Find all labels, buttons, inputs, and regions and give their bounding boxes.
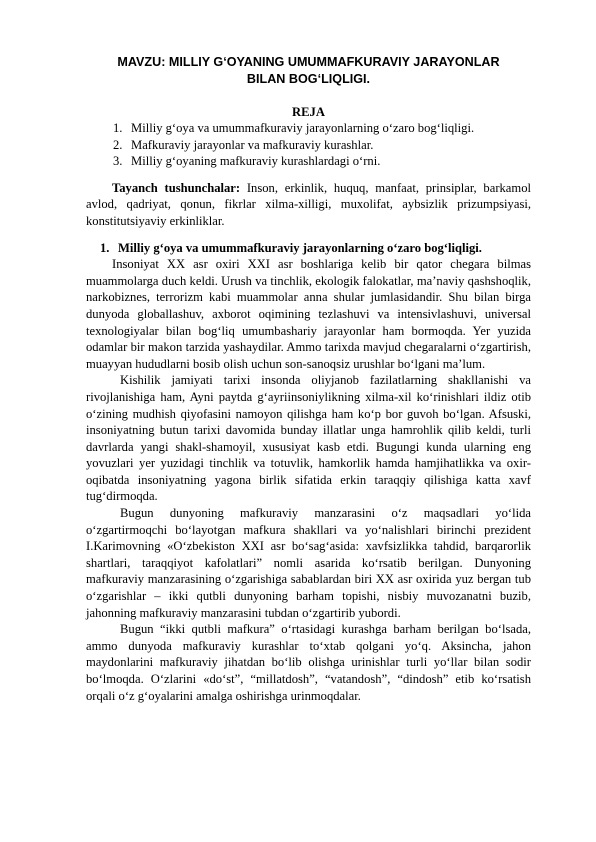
plan-heading: REJA xyxy=(292,105,325,119)
body-paragraph: Insoniyat XX asr oxiri XXI asr boshlariga kelib bir qator chegara bilmas muammolarga duch keldi. Urush va tinchlik, ekologik falokatlar, ma’naviy qashshoqlik, narkobiznes, terrorizm kabi muammolar anna shular jumlasidandir. Shu bilan birga dunyoda globallashuv, axborot oqimining tezlashuvi va intensivlashuvi, universal texnologiyalar bilan bog‘liq umumbashariy jarayonlar ham bormoqda. Yer yuzida odamlar bir makon tarzida yashaydilar. Ammo tarixda mavjud chegaralarni o‘zgartirish, muayyan hududlarni bosib olish uchun son-sanoqsiz urushlar bo‘lgani ma’lum. xyxy=(86,257,531,371)
title-line-1: MAVZU: MILLIY G‘OYANING UMUMMAFKURAVIY JARAYONLAR xyxy=(117,55,500,69)
keywords-text: Inson, erkinlik, huquq, manfaat, prinsiplar, barkamol avlod, qadriyat, qonun, fikrlar xilma-xilligi, muxolifat, aybsizlik prizumpsiyasi, konstitutsiyaviy erkinliklar. xyxy=(86,180,531,228)
section-heading xyxy=(86,240,531,257)
plan-item xyxy=(86,153,531,170)
keywords-label: Tayanch tushunchalar: xyxy=(112,180,241,195)
plan-item-number: 2. xyxy=(113,137,123,152)
plan-item-number: 3. xyxy=(113,154,123,169)
document-title xyxy=(86,54,531,87)
plan-list xyxy=(86,120,531,170)
keywords-paragraph xyxy=(86,180,531,230)
plan-item-number: 1. xyxy=(113,121,123,135)
section-number: 1. xyxy=(100,240,110,255)
plan-item-text: Milliy g‘oya va umummafkuraviy jarayonlarning o‘zaro bog‘liqligi. xyxy=(131,121,475,135)
section-title: Milliy g‘oya va umummafkuraviy jarayonlarning o‘zaro bog‘liqligi. xyxy=(118,240,482,255)
body-paragraph: Kishilik jamiyati tarixi insonda oliyjanob fazilatlarning shakllanishi va rivojlanishiga ham, Ayni paytda g‘ayriinsoniylikning xilma-xil ko‘rinishlari ildiz otib o‘zining mudhish qiyofasini namoyon qilishga ham ko‘p bor guvoh bo‘lgan. Afsuski, insoniyatning butun tarixi davomida bunday illatlar unga hamrohlik qilib keldi, turli davrlarda yangi shakl-shamoyil, xususiyat kasb etdi. Bugungi kunda ularning eng yovuzlari yer yuzidagi tinchlik va totuvlik, hamkorlik hamda hamjihatlikka va oxir-oqibatda insoniyatning yagona birlik sifatida erkin taraqqiy qilishiga katta xavf tug‘dirmoqda. xyxy=(86,373,531,504)
plan-item-text: Milliy g‘oyaning mafkuraviy kurashlardagi o‘rni. xyxy=(131,154,381,169)
document-page xyxy=(86,54,531,704)
body-paragraph: Bugun dunyoning mafkuraviy manzarasini o‘z maqsadlari yo‘lida o‘zgartirmoqchi bo‘layotgan mafkura shakllari va yo‘nalishlari birinchi prezident I.Karimovning «O‘zbekiston XXI asr bo‘sag‘asida: xavfsizlikka tahdid, barqarorlik shartlari, taraqqiyot kafolatlari” nomli asarida ko‘rsatib berilgan. Dunyoning mafkuraviy manzarasining o‘zgarishiga sabablardan biri XX asr oxirida yuz bergan tub o‘zgarishlar – ikki qutbli dunyoning barham topishi, nisbiy muvozanatni buzib, jahonning mafkuraviy manzarasini tubdan o‘zgartirib yubordi. xyxy=(86,506,531,620)
plan-item xyxy=(86,137,531,154)
body-paragraph: Bugun “ikki qutbli mafkura” o‘rtasidagi kurashga barham berilgan bo‘lsada, ammo dunyoda mafkuraviy kurashlar to‘xtab qolgani yo‘q. Aksincha, jahon maydonlarini mafkuraviy jihatdan bo‘lib olishga urinishlar turli yo‘llar bilan sodir bo‘lmoqda. O‘zlarini «do‘st”, “millatdosh”, “vatandosh”, “dindosh” etib ko‘rsatish orqali o‘z g‘oyalarini amalga oshirishga urinmoqdalar. xyxy=(86,622,531,703)
plan-item-text: Mafkuraviy jarayonlar va mafkuraviy kurashlar. xyxy=(131,137,374,152)
title-line-2: BILAN BOG‘LIQLIGI. xyxy=(246,71,371,86)
plan-item xyxy=(86,120,531,137)
